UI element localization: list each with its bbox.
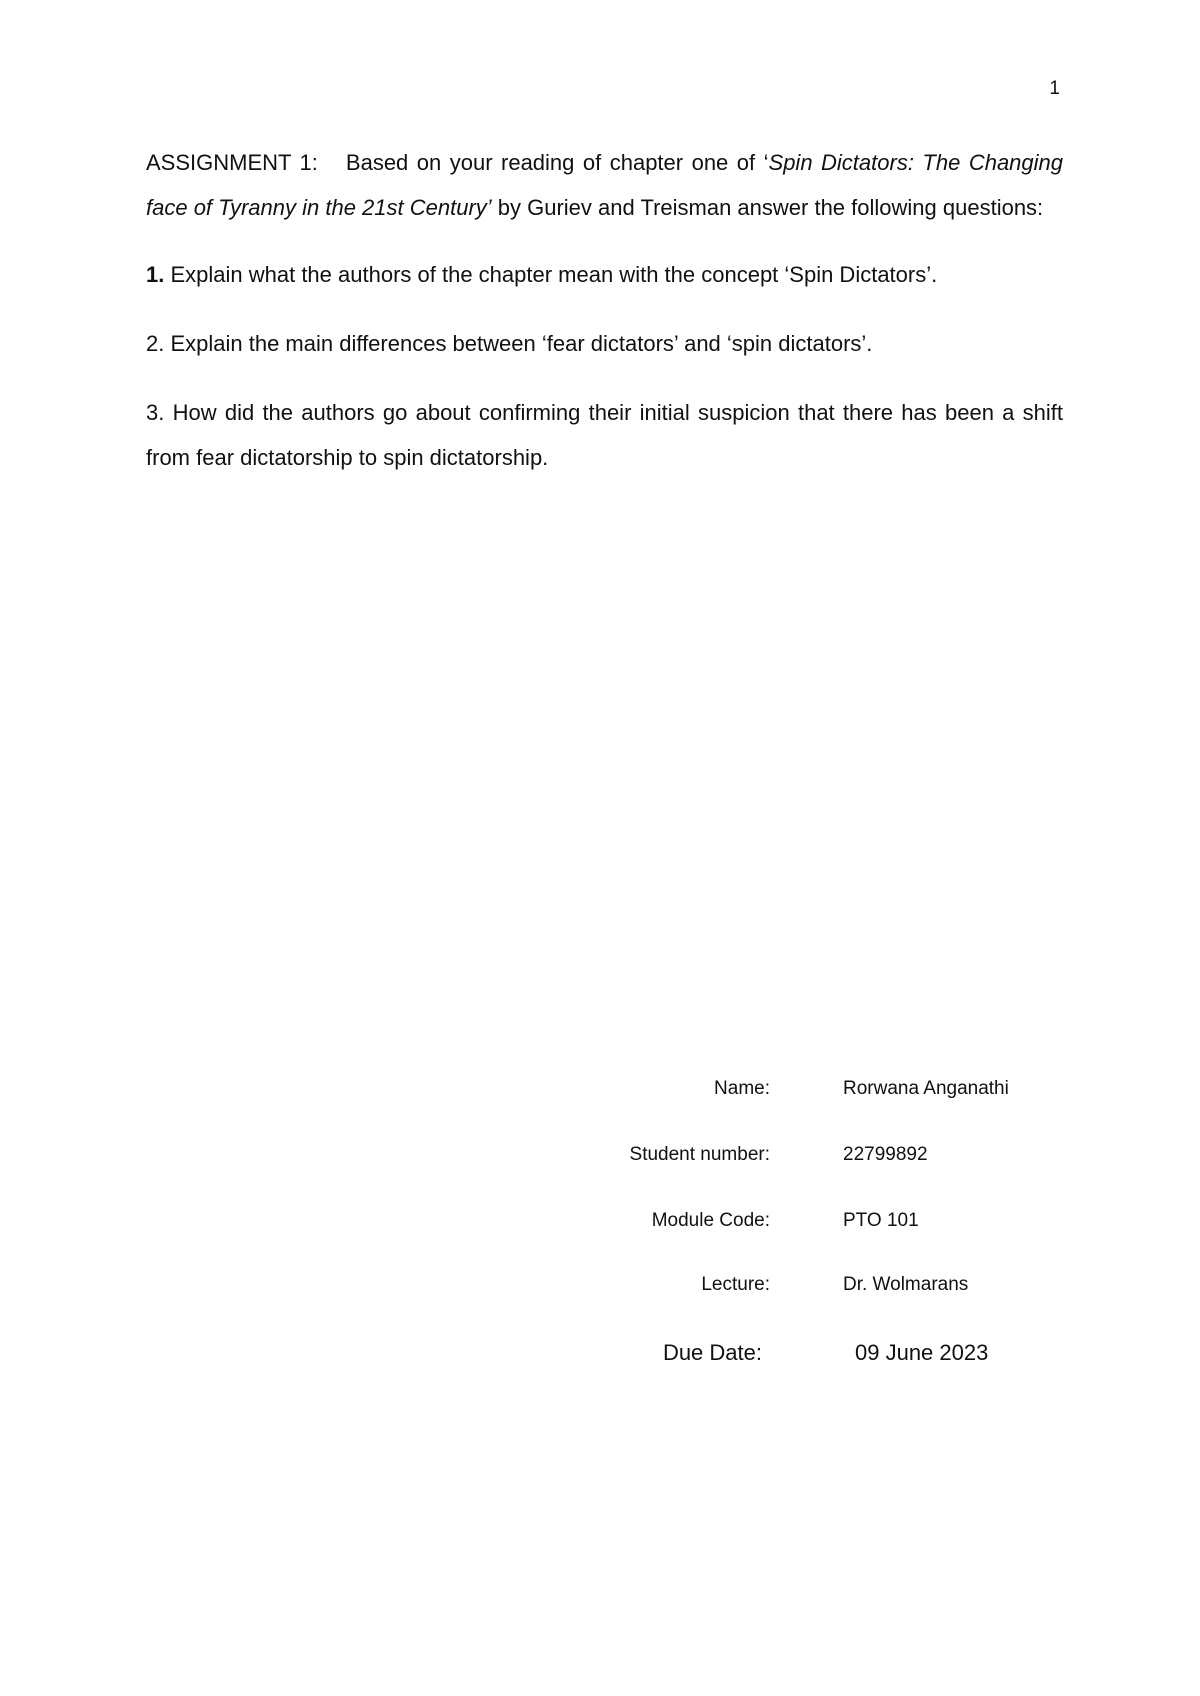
book-title: Spin Dictators: The Changing face of Tyranny in the 21st Century’ [146,150,1064,220]
page-number: 1 [1049,78,1060,99]
student-number-label: Student number: [629,1144,770,1165]
module-code-value: PTO 101 [843,1210,919,1231]
student-number-value: 22799892 [843,1144,928,1165]
module-code-label: Module Code: [651,1210,770,1231]
assignment-intro [146,140,1063,230]
question-3 [146,390,1063,480]
question-text: How did the authors go about confirming their initial suspicion that there has been a shift from fear dictatorship to spin dictatorship. [146,400,1063,470]
name-label: Name: [714,1078,770,1099]
question-number: 2. [146,331,165,356]
lecture-label: Lecture: [701,1274,770,1295]
intro-text-after: by Guriev and Treisman answer the following questions: [491,195,1044,220]
assignment-content [146,140,1063,504]
due-date-value: 09 June 2023 [855,1340,989,1365]
question-number: 1. [146,262,165,287]
question-1 [146,252,1063,297]
name-row [560,1078,1120,1108]
module-code-row [560,1210,1120,1240]
question-2 [146,321,1063,366]
intro-text-before: Based on your reading of chapter one of ‘ [345,150,769,175]
question-number: 3. [146,400,165,425]
due-date-label: Due Date: [662,1340,762,1365]
lecture-value: Dr. Wolmarans [843,1274,969,1295]
assignment-heading: ASSIGNMENT 1: [146,150,318,175]
due-date-row [560,1340,1120,1370]
question-text: Explain what the authors of the chapter mean with the concept ‘Spin Dictators’. [164,262,938,287]
student-number-row [560,1144,1120,1174]
lecture-row [560,1274,1120,1304]
question-text: Explain the main differences between ‘fear dictators’ and ‘spin dictators’. [164,331,873,356]
name-value: Rorwana Anganathi [843,1078,1009,1099]
